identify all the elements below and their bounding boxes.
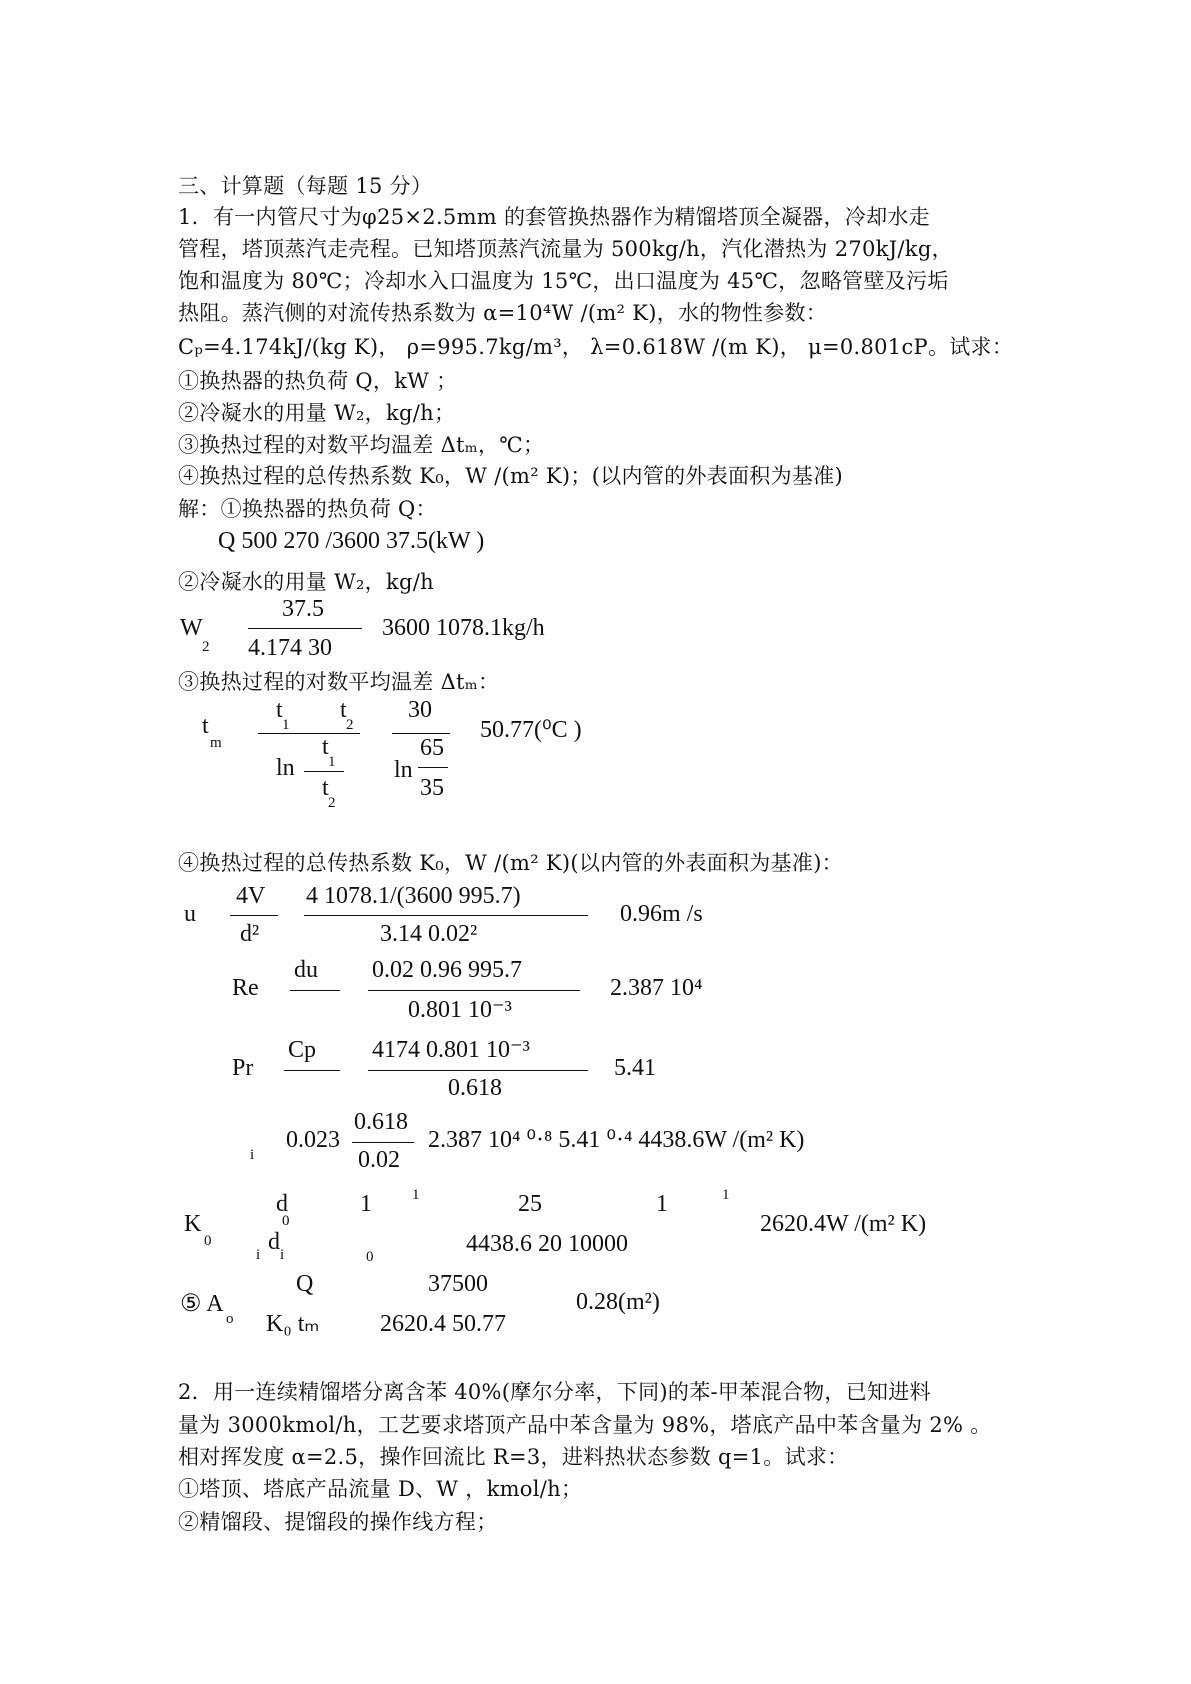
eq-w2-den: 4.174 30 xyxy=(248,635,332,661)
eq-w2-rest: 3600 1078.1kg/h xyxy=(382,615,545,641)
problem1-q4: ④换热过程的总传热系数 K₀，W /(m² K)；(以内管的外表面积为基准) xyxy=(178,464,843,488)
eq-a0-den: K₀ tₘ xyxy=(266,1311,320,1337)
problem2-q2: ②精馏段、提馏段的操作线方程； xyxy=(178,1510,498,1534)
eq-alpha-den: 0.02 xyxy=(358,1147,400,1173)
solution-step4-label: ④换热过程的总传热系数 K₀，W /(m² K)(以内管的外表面积为基准)： xyxy=(178,851,843,875)
eq-k0-t1: d xyxy=(276,1191,288,1217)
eq-alpha-num: 0.618 xyxy=(354,1109,408,1135)
eq-k0-b4: 0 xyxy=(366,1249,374,1265)
solution-step3-label: ③换热过程的对数平均温差 Δtₘ： xyxy=(178,670,500,694)
eq-tm-inner-bar-2 xyxy=(418,767,448,768)
eq-tm-num2: 30 xyxy=(408,697,432,723)
eq-k0-rest: 2620.4W /(m² K) xyxy=(760,1211,927,1237)
problem1-q1: ①换热器的热负荷 Q，kW ； xyxy=(178,369,458,393)
eq-tm-fraction-bar xyxy=(258,733,360,734)
eq-u-d2: 3.14 0.02² xyxy=(380,921,478,947)
eq-alpha-bar xyxy=(352,1142,414,1143)
solution-step1-label: 解：①换热器的热负荷 Q： xyxy=(178,497,437,521)
eq-tm-n1: t xyxy=(276,697,283,723)
eq-a0-rest: 0.28(m²) xyxy=(576,1289,660,1315)
eq-w2-sub: 2 xyxy=(202,639,210,655)
eq-tm-n1s: 1 xyxy=(282,717,290,733)
eq-k0-b1: i xyxy=(256,1247,261,1263)
eq-u-d1: d² xyxy=(240,921,260,947)
eq-pr-n2: 4174 0.801 10⁻³ xyxy=(372,1037,530,1063)
eq-tm-lhs: t xyxy=(202,713,209,739)
problem1-q3: ③换热过程的对数平均温差 Δtₘ，℃； xyxy=(178,433,545,457)
eq-k0-lhs: K xyxy=(184,1211,202,1237)
eq-tm-f2: 35 xyxy=(420,775,444,801)
eq-alpha-pre: 0.023 xyxy=(286,1127,340,1153)
eq-k0-sub: 0 xyxy=(204,1233,212,1249)
eq-tm-n2s: 2 xyxy=(346,717,354,733)
eq-re-d2: 0.801 10⁻³ xyxy=(408,997,512,1023)
eq-tm-rest: 50.77(⁰C ) xyxy=(480,717,582,743)
eq-pr-bar1 xyxy=(284,1070,340,1071)
eq-u-n1: 4V xyxy=(236,883,266,909)
eq-u-rest: 0.96m /s xyxy=(620,901,703,927)
eq-tm-ln: ln xyxy=(276,755,295,781)
problem2-q1: ①塔顶、塔底产品流量 D、W ，kmol/h； xyxy=(178,1477,583,1501)
eq-a0-num2: 37500 xyxy=(428,1271,488,1297)
eq-k0-den: 4438.6 20 10000 xyxy=(466,1231,628,1257)
problem1-q2: ②冷凝水的用量 W₂，kg/h； xyxy=(178,401,456,425)
eq-k0-ex1: 1 xyxy=(412,1187,420,1203)
eq-re-bar1 xyxy=(290,990,340,991)
eq-re-n2: 0.02 0.96 995.7 xyxy=(372,957,522,983)
eq-alpha-rest: 2.387 10⁴ ⁰·⁸ 5.41 ⁰·⁴ 4438.6W /(m² K) xyxy=(428,1127,805,1153)
eq-tm-ln2: ln xyxy=(394,757,413,783)
eq-tm-dt2s: 2 xyxy=(328,795,336,811)
eq-a0-num: Q xyxy=(296,1271,314,1297)
eq-a0-sub: o xyxy=(226,1311,234,1327)
eq-tm-n2: t xyxy=(340,697,347,723)
eq-a0-lhs: ⑤ A xyxy=(180,1291,224,1317)
problem1-line5: Cₚ=4.174kJ/(kg K)， ρ=995.7kg/m³， λ=0.618W /(m K)， μ=0.801cP。试求： xyxy=(178,335,1014,359)
solution-eq-q: Q 500 270 /3600 37.5(kW ) xyxy=(218,528,485,554)
eq-tm-f1: 65 xyxy=(420,735,444,761)
eq-re-bar2 xyxy=(368,990,580,991)
problem1-line2: 管程，塔顶蒸汽走壳程。已知塔顶蒸汽流量为 500kg/h，汽化潜热为 270kJ/kg， xyxy=(178,237,953,261)
eq-w2-lhs: W xyxy=(180,615,203,641)
eq-re-rest: 2.387 10⁴ xyxy=(610,975,703,1001)
eq-re-lhs: Re xyxy=(232,975,259,1001)
eq-pr-n1: Cp xyxy=(288,1037,317,1063)
eq-k0-t1s: 0 xyxy=(282,1213,290,1229)
eq-u-bar2 xyxy=(304,915,588,916)
problem2-line2: 量为 3000kmol/h，工艺要求塔顶产品中苯含量为 98%，塔底产品中苯含量为 2% 。 xyxy=(178,1413,992,1437)
eq-pr-bar2 xyxy=(368,1070,588,1071)
eq-k0-n1b: 1 xyxy=(656,1191,668,1217)
problem1-line4: 热阻。蒸汽侧的对流传热系数为 α=10⁴W /(m² K)，水的物性参数： xyxy=(178,301,828,325)
eq-tm-inner-bar xyxy=(304,771,344,772)
eq-w2-num: 37.5 xyxy=(282,596,324,622)
problem1-line3: 饱和温度为 80℃；冷却水入口温度为 15℃，出口温度为 45℃，忽略管壁及污垢 xyxy=(178,269,949,293)
eq-w2-fraction-bar xyxy=(248,628,362,629)
eq-tm-sub: m xyxy=(210,735,222,751)
eq-alpha-i-sub: i xyxy=(250,1147,255,1163)
eq-pr-d2: 0.618 xyxy=(448,1075,502,1101)
solution-step2-label: ②冷凝水的用量 W₂，kg/h xyxy=(178,570,434,594)
eq-u-bar1 xyxy=(230,915,278,916)
eq-tm-dt2: t xyxy=(322,775,329,801)
problem2-line3: 相对挥发度 α=2.5，操作回流比 R=3，进料热状态参数 q=1。试求： xyxy=(178,1445,849,1469)
eq-k0-b2: d xyxy=(268,1229,280,1255)
eq-re-n1: du xyxy=(294,957,318,983)
eq-k0-ex2: 1 xyxy=(722,1187,730,1203)
problem2-line1: 2．用一连续精馏塔分离含苯 40%(摩尔分率，下同)的苯-甲苯混合物，已知进料 xyxy=(178,1380,931,1404)
eq-k0-one1: 1 xyxy=(360,1191,372,1217)
eq-a0-den2: 2620.4 50.77 xyxy=(380,1311,506,1337)
eq-u-n2: 4 1078.1/(3600 995.7) xyxy=(306,883,521,909)
eq-u-lhs: u xyxy=(184,901,196,927)
problem1-line1: 1．有一内管尺寸为φ25×2.5mm 的套管换热器作为精馏塔顶全凝器，冷却水走 xyxy=(178,205,930,229)
eq-tm-dt1s: 1 xyxy=(328,754,336,770)
eq-k0-n25: 25 xyxy=(518,1191,542,1217)
eq-pr-lhs: Pr xyxy=(232,1055,254,1081)
eq-tm-dt1: t xyxy=(322,734,329,760)
section-title: 三、计算题（每题 15 分） xyxy=(178,174,433,198)
eq-k0-b3: i xyxy=(280,1247,285,1263)
eq-pr-rest: 5.41 xyxy=(614,1055,656,1081)
